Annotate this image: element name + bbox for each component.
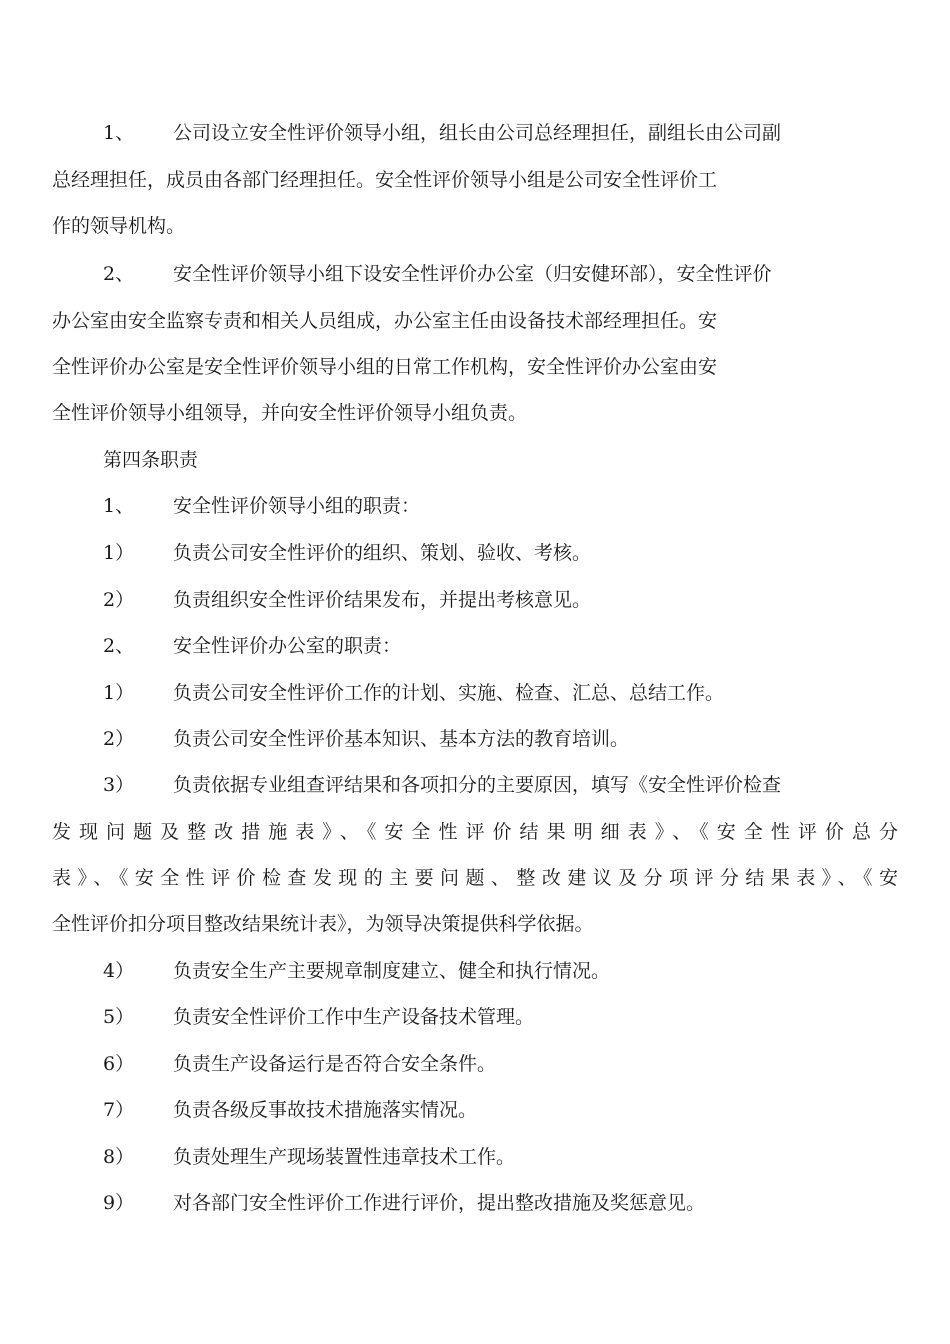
p1-line-2: 总经理担任，成员由各部门经理担任。安全性评价领导小组是公司安全性评价工 <box>52 169 718 191</box>
section-2-number: 2、 <box>103 635 135 657</box>
s2-item-3-line-3: 表》、《安全性评价检查发现的主要问题、整改建议及分项评分结果表》、《安 <box>52 867 898 889</box>
s1-item-text: 负责组织安全性评价结果发布，并提出考核意见。 <box>173 589 592 611</box>
p2-line-2: 办公室由安全监察专责和相关人员组成，办公室主任由设备技术部经理担任。安 <box>52 310 718 332</box>
s2-item-number: 8） <box>103 1146 135 1168</box>
p2-number: 2、 <box>103 263 135 285</box>
s2-item-text: 负责安全生产主要规章制度建立、健全和执行情况。 <box>173 960 611 982</box>
s2-item-text: 对各部门安全性评价工作进行评价，提出整改措施及奖惩意见。 <box>173 1192 706 1214</box>
s2-item-text: 负责生产设备运行是否符合安全条件。 <box>173 1053 497 1075</box>
s2-item-number: 1） <box>103 682 135 704</box>
s1-item-number: 1） <box>103 542 135 564</box>
s2-item-3-line-2: 发现问题及整改措施表》、《安全性评价结果明细表》、《安全性评价总分 <box>52 821 898 843</box>
s2-item-3-line-1: 负责依据专业组查评结果和各项扣分的主要原因，填写《安全性评价检查 <box>173 774 782 796</box>
p2-line-4: 全性评价领导小组领导，并向安全性评价领导小组负责。 <box>52 402 528 424</box>
s2-item-number: 2） <box>103 728 135 750</box>
s2-item-text: 负责公司安全性评价工作的计划、实施、检查、汇总、总结工作。 <box>173 682 725 704</box>
s2-item-text: 负责安全性评价工作中生产设备技术管理。 <box>173 1006 535 1028</box>
s2-item-number: 9） <box>103 1192 135 1214</box>
s2-item-3-number: 3） <box>103 774 135 796</box>
s2-item-3-line-4: 全性评价扣分项目整改结果统计表》，为领导决策提供科学依据。 <box>52 913 594 935</box>
p2-line-3: 全性评价办公室是安全性评价领导小组的日常工作机构，安全性评价办公室由安 <box>52 356 718 378</box>
s2-item-text: 负责各级反事故技术措施落实情况。 <box>173 1099 478 1121</box>
p2-line-1: 安全性评价领导小组下设安全性评价办公室（归安健环部），安全性评价 <box>173 263 772 285</box>
s1-item-text: 负责公司安全性评价的组织、策划、验收、考核。 <box>173 542 592 564</box>
s2-item-number: 4） <box>103 960 135 982</box>
article-heading: 第四条职责 <box>103 449 199 471</box>
section-1-title: 安全性评价领导小组的职责： <box>173 495 421 517</box>
s2-item-text: 负责公司安全性评价基本知识、基本方法的教育培训。 <box>173 728 630 750</box>
p1-number: 1、 <box>103 122 135 144</box>
section-1-number: 1、 <box>103 495 135 517</box>
p1-line-1: 公司设立安全性评价领导小组，组长由公司总经理担任，副组长由公司副 <box>173 122 782 144</box>
section-2-title: 安全性评价办公室的职责： <box>173 635 402 657</box>
s2-item-number: 5） <box>103 1006 135 1028</box>
p1-line-3: 作的领导机构。 <box>52 215 186 237</box>
s2-item-number: 7） <box>103 1099 135 1121</box>
s2-item-number: 6） <box>103 1053 135 1075</box>
s2-item-text: 负责处理生产现场装置性违章技术工作。 <box>173 1146 516 1168</box>
s1-item-number: 2） <box>103 589 135 611</box>
